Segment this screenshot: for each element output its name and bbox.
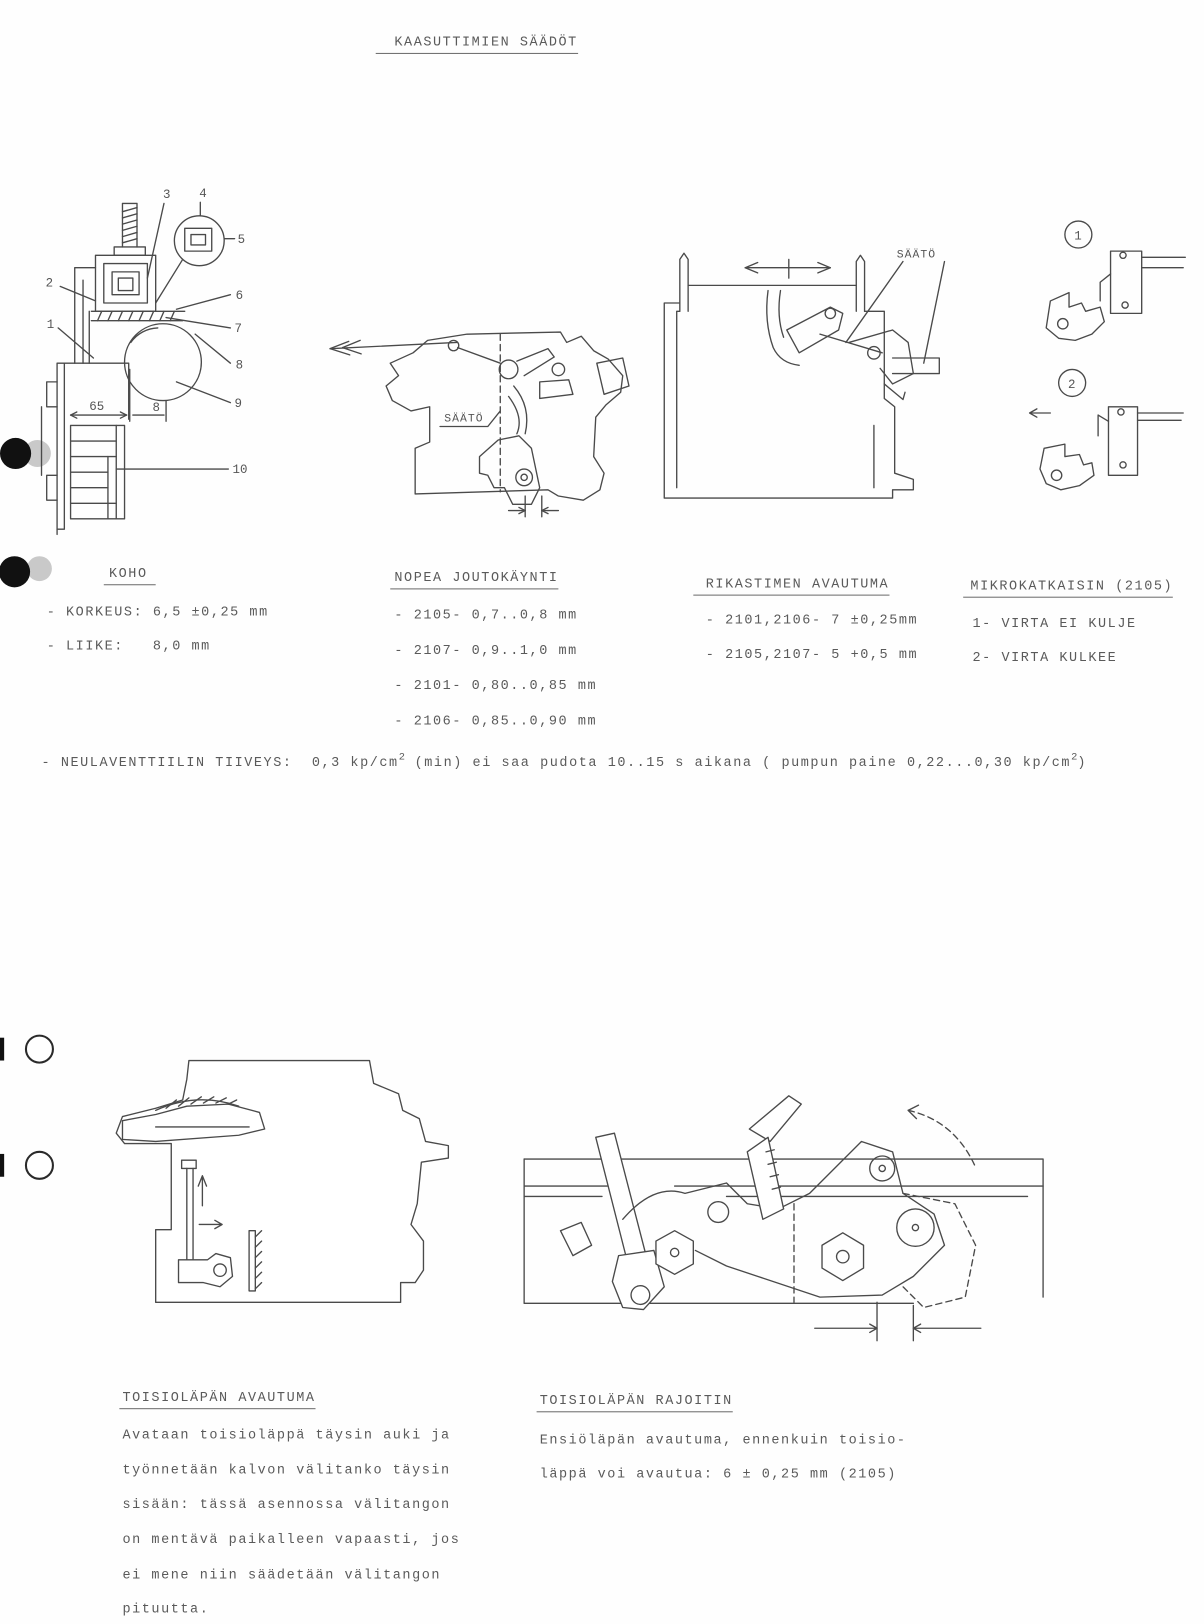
note-text: )	[1077, 754, 1087, 770]
spec-line: - KORKEUS: 6,5 ±0,25 mm	[46, 603, 269, 620]
spec-line: - 2106- 0,85..0,90 mm	[394, 712, 598, 729]
paragraph-line: työnnetään kalvon välitanko täysin	[122, 1462, 451, 1478]
section-heading: RIKASTIMEN AVAUTUMA	[693, 576, 889, 596]
dimension-label: 65	[89, 399, 105, 414]
state-1-no-current	[1046, 221, 1185, 340]
gap-dimension	[815, 1302, 981, 1340]
spec-line: 2- VIRTA KULKEE	[972, 649, 1118, 666]
paragraph-line: Avataan toisioläppä täysin auki ja	[122, 1426, 451, 1443]
paragraph-line: läppä voi avautua: 6 ± 0,25 mm (2105)	[539, 1466, 897, 1482]
spec-line: - 2105,2107- 5 +0,5 mm	[705, 646, 919, 663]
paragraph-line: pituutta.	[122, 1601, 210, 1617]
section-heading: MIKROKATKAISIN (2105)	[963, 578, 1173, 598]
callout-label: 7	[234, 322, 243, 337]
spec-line: - 2101- 0,80..0,85 mm	[394, 677, 598, 694]
paragraph-line: ei mene niin säädetään välitangon	[122, 1566, 442, 1583]
callout-label: 5	[237, 232, 246, 247]
secondary-throttle-limiter-drawing	[524, 1096, 1043, 1341]
secondary-throttle-opening-drawing	[116, 1061, 448, 1303]
linkage-plate	[623, 1141, 945, 1297]
state-2-current-flows	[1030, 369, 1184, 489]
section-heading: TOISIOLÄPÄN AVAUTUMA	[119, 1389, 315, 1409]
needle-valve-tightness-note	[42, 754, 1087, 773]
adjustment-label: SÄÄTÖ	[444, 413, 484, 426]
section-heading: NOPEA JOUTOKÄYNTI	[390, 570, 558, 590]
section-heading: KOHO	[104, 566, 156, 586]
callout-label: 9	[234, 396, 243, 411]
note-text: - NEULAVENTTIILIN TIIVEYS: 0,3 kp/cm	[41, 754, 399, 770]
callout-label: 4	[199, 187, 207, 202]
superscript: 2	[1071, 752, 1078, 764]
callout-label: 10	[232, 463, 248, 478]
secondary-position-outline	[794, 1105, 976, 1307]
fast-idle-linkage-drawing	[330, 332, 629, 517]
paragraph-line: Ensiöläpän avautuma, ennenkuin toisio-	[539, 1432, 907, 1448]
detail-magnifier	[156, 216, 225, 303]
spec-line: - 2105- 0,7..0,8 mm	[394, 607, 578, 623]
adjusting-screw	[114, 203, 145, 255]
spec-line: - 2107- 0,9..1,0 mm	[394, 642, 578, 658]
throttle-body-frame	[524, 1159, 1043, 1303]
state-number-label: 2	[1067, 378, 1076, 393]
callout-label: 1	[46, 317, 55, 332]
float-level-section-drawing	[42, 187, 248, 534]
toothed-sector	[747, 1096, 801, 1219]
callout-leader-lines	[58, 202, 234, 469]
choke-flap	[767, 291, 799, 366]
spec-line: - 2101,2106- 7 ±0,25mm	[705, 612, 919, 628]
fast-idle-lever	[480, 436, 540, 504]
pull-direction-arrow	[330, 340, 457, 355]
callout-label: 8	[235, 358, 244, 373]
float	[125, 324, 202, 401]
microswitch-drawing	[1030, 221, 1186, 490]
width-dimension	[745, 259, 830, 278]
callout-label: 2	[45, 276, 54, 291]
choke-lever	[787, 307, 940, 399]
paragraph-line: sisään: tässä asennossa välitangon	[122, 1496, 451, 1512]
superscript: 2	[398, 752, 405, 764]
carburetor-body	[664, 253, 913, 498]
section-heading: TOISIOLÄPÄN RAJOITIN	[537, 1393, 733, 1413]
spec-line: 1- VIRTA EI KULJE	[972, 615, 1137, 631]
adjustment-label: SÄÄTÖ	[896, 249, 937, 262]
document-title: KAASUTTIMIEN SÄÄDÖT	[376, 34, 578, 54]
needle-valve-housing	[95, 255, 155, 311]
carburetor-body	[116, 1061, 448, 1303]
dimension-label: 8	[152, 400, 161, 415]
float-arm	[91, 311, 184, 320]
callout-label: 6	[235, 288, 244, 303]
punch-holes	[0, 438, 53, 1179]
callout-label: 3	[162, 188, 171, 203]
choke-opening-drawing	[664, 248, 944, 498]
paragraph-line: on mentävä paikalleen vapaasti, jos	[122, 1531, 461, 1548]
carburetor-body	[386, 332, 629, 500]
note-text: (min) ei saa pudota 10..15 s aikana ( pumpun paine 0,22...0,30 kp/cm	[404, 754, 1072, 770]
state-number-label: 1	[1074, 229, 1082, 244]
carburetor-housing	[42, 268, 129, 535]
spec-line: - LIIKE: 8,0 mm	[46, 638, 211, 654]
